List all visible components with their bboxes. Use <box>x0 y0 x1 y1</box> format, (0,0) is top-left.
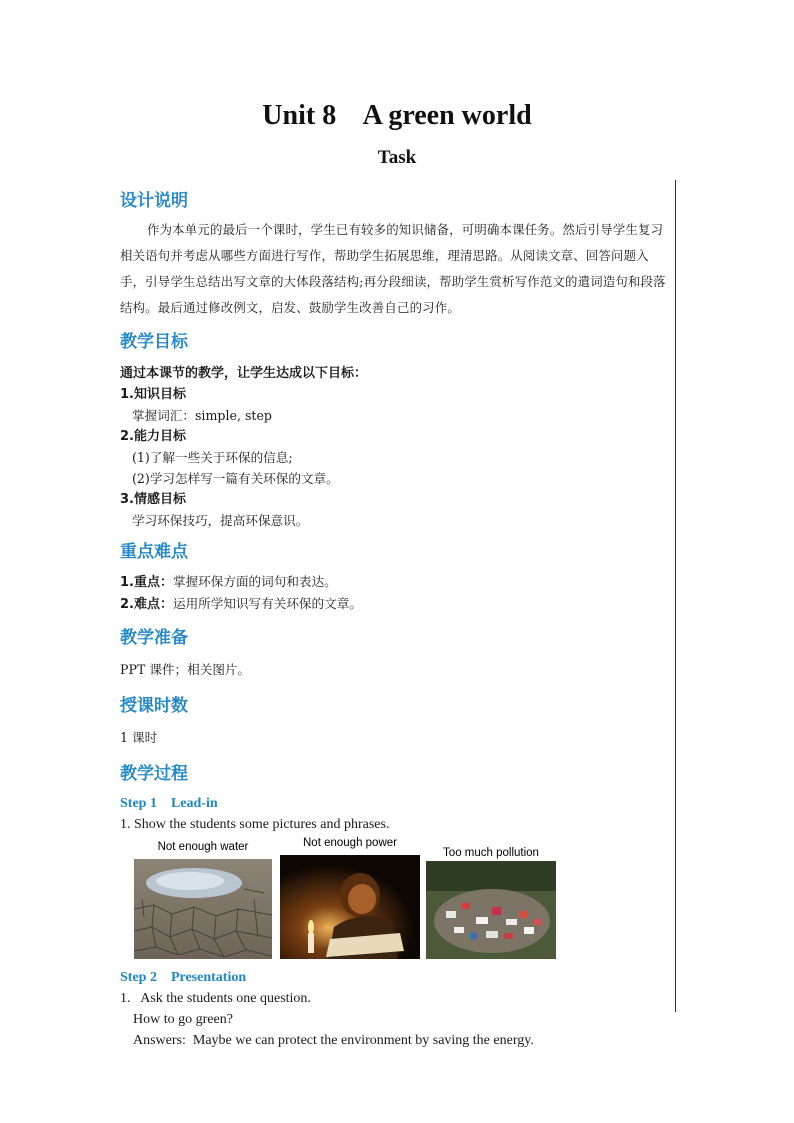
page-subtitle: Task <box>377 147 417 168</box>
goals-intro: 通过本课节的教学，让学生达成以下目标： <box>120 366 368 381</box>
photo-caption: Not enough water <box>157 841 249 853</box>
content-body <box>120 188 668 1051</box>
keypoint-label: 1.重点： <box>120 575 173 590</box>
section-heading-design: 设计说明 <box>120 191 188 211</box>
photo-caption: Not enough power <box>303 837 397 849</box>
prep-text: PPT 课件；相关图片。 <box>120 662 251 677</box>
difficulty-label: 2.难点： <box>120 597 173 612</box>
keypoint-text: 掌握环保方面的词句和表达。 <box>172 574 337 589</box>
ability-goal-title: 2.能力目标 <box>120 429 186 444</box>
section-heading-hours: 授课时数 <box>120 696 188 716</box>
candle-child-studying-photo <box>280 855 420 959</box>
page-title: Unit 8 A green world <box>262 100 532 131</box>
photo-strip <box>120 839 668 961</box>
step-2-question: How to go green? <box>133 1012 233 1027</box>
step-2-item-1: 1. Ask the students one question. <box>120 991 311 1006</box>
emotion-goal-title: 3.情感目标 <box>120 492 186 507</box>
ability-goal-item-1: (1)了解一些关于环保的信息; <box>132 450 293 465</box>
garbage-pile-photo <box>426 861 556 959</box>
knowledge-goal-text: 掌握词汇：simple, step <box>132 408 272 423</box>
knowledge-goal-title: 1.知识目标 <box>120 387 186 402</box>
step-1-heading: Step 1 Lead-in <box>120 796 218 811</box>
keypoint-line <box>120 571 668 593</box>
section-heading-keypoints: 重点难点 <box>120 542 188 562</box>
difficulty-line <box>120 593 668 615</box>
section-heading-goals: 教学目标 <box>120 332 188 352</box>
design-description: 作为本单元的最后一个课时，学生已有较多的知识储备，可明确本课任务。然后引导学生复习相关语句并考虑从哪些方面进行写作，帮助学生拓展思维，理清思路。从阅读文章、回答问题入手，引导学生总结出写文章的大体段落结构;再分段细读，帮助学生赏析写作范文的遣词造句和段落结构。最后通过修改例文，启发、鼓励学生改善自己的习作。 <box>120 222 666 315</box>
hours-text: 1 课时 <box>120 730 158 745</box>
step-2-heading: Step 2 Presentation <box>120 970 247 985</box>
photo-too-much-pollution <box>426 841 556 959</box>
photo-not-enough-power <box>278 835 422 959</box>
margin-rule <box>675 180 676 1012</box>
step-1-item-1: 1. Show the students some pictures and phrases. <box>120 817 390 832</box>
section-heading-prep: 教学准备 <box>120 628 188 648</box>
emotion-goal-text: 学习环保技巧，提高环保意识。 <box>132 513 309 528</box>
photo-not-enough-water <box>134 839 272 959</box>
step-2-answer: Answers: Maybe we can protect the environment by saving the energy. <box>133 1033 534 1048</box>
difficulty-text: 运用所学知识写有关环保的文章。 <box>172 596 362 611</box>
ability-goal-item-2: (2)学习怎样写一篇有关环保的文章。 <box>132 471 339 486</box>
photo-caption: Too much pollution <box>443 847 539 859</box>
section-heading-process: 教学过程 <box>120 764 188 784</box>
dry-cracked-earth-photo <box>134 859 272 959</box>
